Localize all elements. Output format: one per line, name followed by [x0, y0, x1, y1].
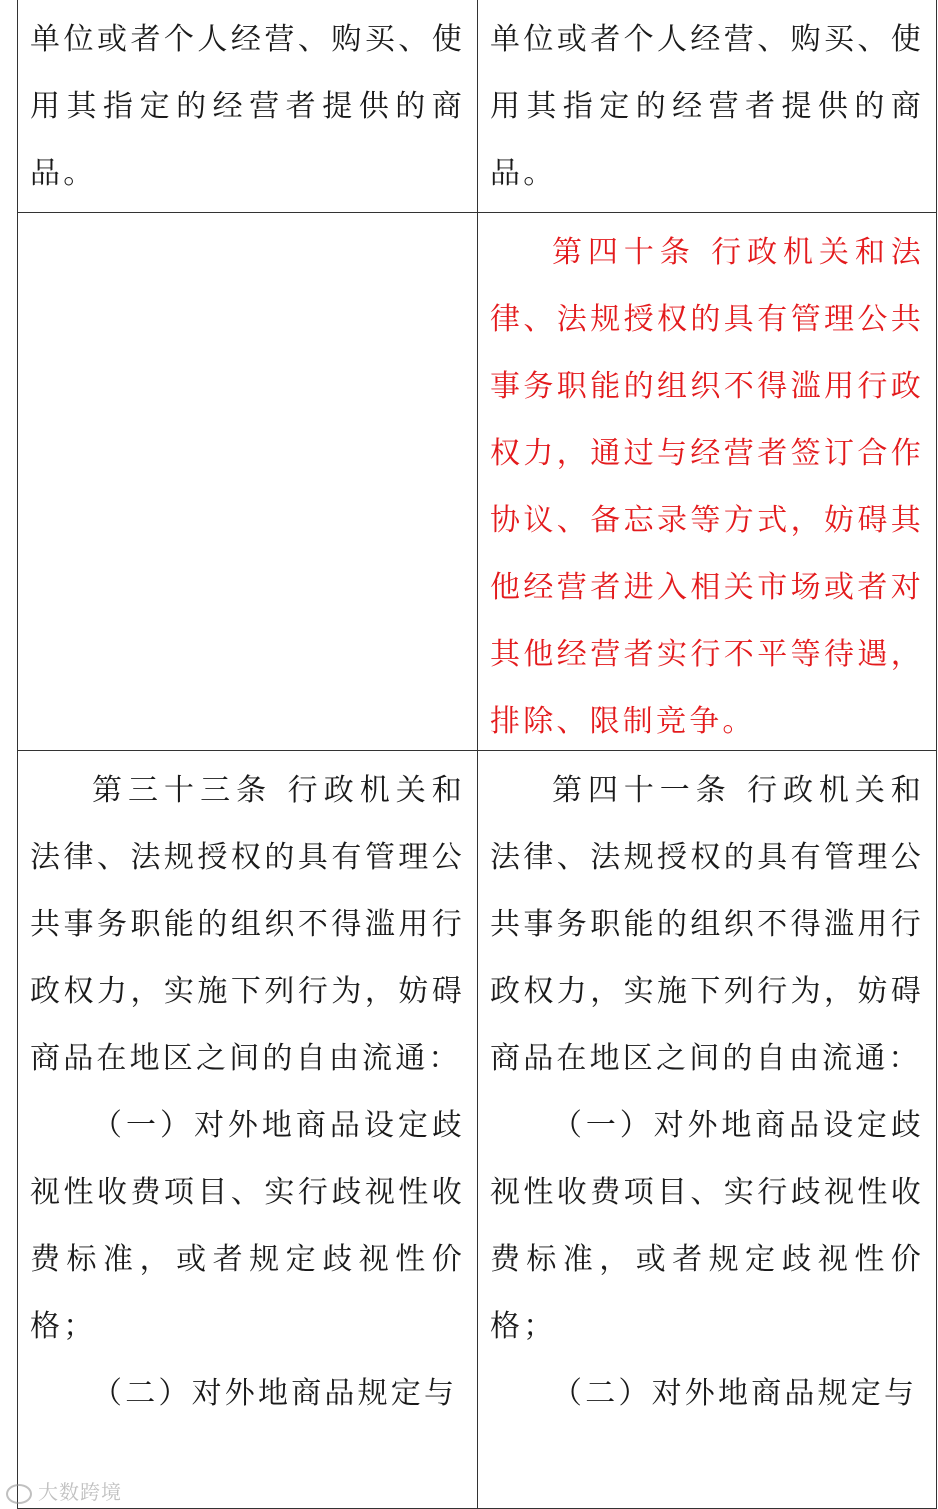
table-row — [18, 750, 936, 1508]
paragraph: 单位或者个人经营、购买、使用其指定的经营者提供的商品。 — [490, 22, 924, 191]
old-text-cell — [18, 751, 477, 1508]
old-text-cell-empty — [18, 213, 477, 750]
watermark-logo-icon — [6, 1484, 32, 1504]
article-33-paragraph: 第三十三条 行政机关和法律、法规授权的具有管理公共事务职能的组织不得滥用行政权力，实施下列行为，妨碍商品在地区之间的自由流通： — [30, 773, 465, 1076]
table-row — [18, 212, 936, 750]
item-1-paragraph: （一）对外地商品设定歧视性收费项目、实行歧视性收费标准，或者规定歧视性价格； — [490, 1108, 924, 1344]
old-text-cell — [18, 0, 477, 212]
new-text-cell — [477, 0, 936, 212]
watermark-text: 大数跨境 — [38, 1480, 122, 1504]
item-1-paragraph: （一）对外地商品设定歧视性收费项目、实行歧视性收费标准，或者规定歧视性价格； — [30, 1108, 465, 1344]
paragraph: 单位或者个人经营、购买、使用其指定的经营者提供的商品。 — [30, 22, 465, 191]
article-41-paragraph: 第四十一条 行政机关和法律、法规授权的具有管理公共事务职能的组织不得滥用行政权力，实施下列行为，妨碍商品在地区之间的自由流通： — [490, 773, 924, 1076]
item-2-paragraph: （二）对外地商品规定与 — [92, 1376, 458, 1411]
comparison-table — [17, 0, 937, 1509]
item-2-paragraph: （二）对外地商品规定与 — [552, 1376, 918, 1411]
article-40-paragraph: 第四十条 行政机关和法律、法规授权的具有管理公共事务职能的组织不得滥用行政权力，通过与经营者签订合作协议、备忘录等方式，妨碍其他经营者进入相关市场或者对其他经营者实行不平等待遇，排除、限制竞争。 — [490, 235, 924, 739]
table-row — [18, 0, 936, 212]
watermark — [6, 1476, 122, 1505]
new-text-cell-added — [477, 213, 936, 750]
new-text-cell — [477, 751, 936, 1508]
